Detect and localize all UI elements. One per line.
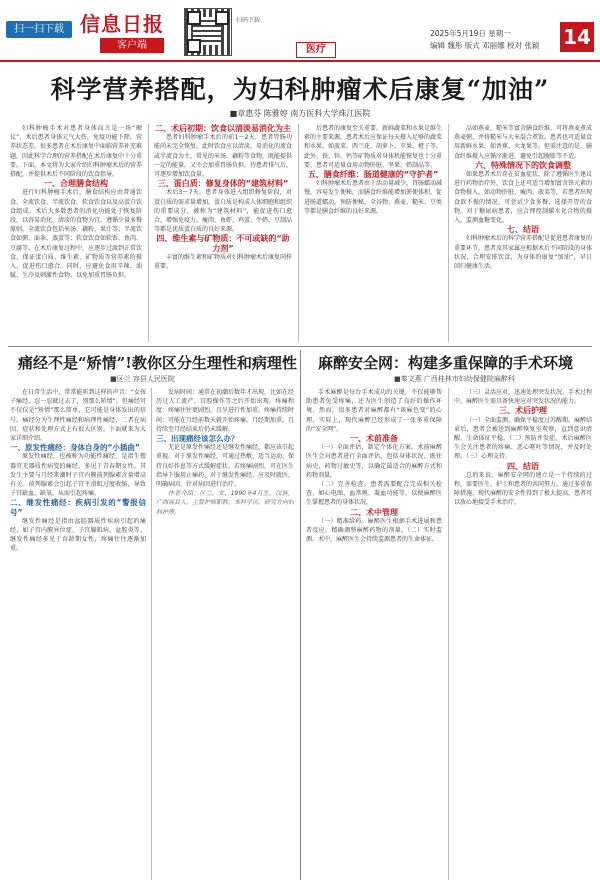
subheading: 五、膳食纤维：肠道健康的“守护者” <box>307 170 439 180</box>
right-article-column-1 <box>306 388 442 880</box>
paragraph: 妇科肿瘤手术对患者身体而言是一场“硬仗”，术后患者身体元气大伤，免疫功能下降，营养状态差，很多患者在术后康复中面临营养补充难题，因此科学合理的营养搭配在术后康复中十分重要。下面，本文将为大家介绍妇科肿瘤术后的营养搭配，并提供术后不同阶段的饮食指导。 <box>10 125 142 179</box>
subheading: 一、术前准备 <box>350 434 398 444</box>
issue-date: 2025年5月19日 星期一 <box>430 29 511 38</box>
paragraph: 患者妇科肿瘤手术后的前1～2天，患者胃肠功能尚未完全恢复，此时饮食应以清淡、易消化的流食或半流食为主，常见的米汤、藕粉等食物，既能提供一定的能量，又不会加重胃肠负担，待患者排气后，可逐步增加饮食量。 <box>154 134 292 179</box>
subheading: 二、术中管理 <box>350 507 398 517</box>
subheading: 三、蛋白质：修复身体的“建筑材料” <box>157 179 289 189</box>
newspaper-logo: 信息日报 <box>80 12 164 36</box>
top-article-column-4 <box>454 124 592 342</box>
left-article-column-2 <box>156 388 294 880</box>
scan-download-button[interactable]: 扫一扫下载 <box>6 21 72 38</box>
paragraph: 后患者的康复至关重要。新鲜蔬菜和水果是维生素的主要来源，患者术后应保证每天摄入足够的蔬菜和水果，如菠菜、西兰花、胡萝卜、苹果、橙子等。此外，铁、锌、钙等矿物质对身体机能恢复也十分重要，患者可适量食用动物肝脏、坚果、奶制品等。 <box>304 125 442 169</box>
column-divider <box>298 124 299 342</box>
qr-code-icon[interactable] <box>184 8 232 56</box>
column-divider <box>448 124 449 342</box>
page-number: 14 <box>560 22 594 52</box>
paragraph: 妇科肿瘤术后患者由于活动量减少，胃肠蠕动减慢，容易发生便秘。而膳食纤维能增加粪便体积，促进肠道蠕动，预防便秘。全谷物、燕麦、糙米、豆类等都是膳食纤维的良好来源。 <box>304 180 442 215</box>
paragraph: 发病时间：通常在初潮后数年才出现，比如在经历过人工流产、宫腔操作等之后开始出现。疼痛程度：疼痛往往更剧烈，且呈进行性加重。疼痛持续时间：可能在月经前数天就开始疼痛，月经期加重，且持续至月经结束后仍未缓解。 <box>156 389 294 433</box>
paragraph: 丰富的维生素和矿物质对妇科肿瘤术后康复同样重要。 <box>154 253 292 271</box>
section-label: 医疗 <box>296 42 336 58</box>
subheading: 四、结语 <box>507 461 539 471</box>
column-divider <box>148 124 149 342</box>
paragraph: 手术麻醉是每台手术成功的关键，不仅能够帮助患者免受疼痛，还为医生创造了良好的操作环境。然而，很多患者对麻醉都有“谈麻色变”的心理。实际上，现代麻醉已经形成了一张多重保障的“安全网”。 <box>306 389 442 433</box>
paragraph: （一）全面监测，确保平稳度过苏醒期。麻醉结束后，患者会被送到麻醉恢复室观察，直到意识清醒、生命体征平稳。（二）预防并发症。术后麻醉医生会关注患者的疼痛、恶心呕吐等情况，并及时处理。（三）心理支持。 <box>454 416 592 461</box>
top-article-byline: ■章惠芬 陈雅婷 南方医科大学珠江医院 <box>229 109 371 118</box>
editors-line: 编辑 魏彤 版式 邓丽娜 校对 张颖 <box>430 41 540 50</box>
paragraph: （一）全面评估，制定个体化方案。术前麻醉医生会对患者进行全面评估，包括身体状况、既往病史、药物过敏史等，以确定最适合的麻醉方式和药物剂量。 <box>306 444 442 479</box>
subheading: 三、术后护理 <box>499 406 547 416</box>
subheading: 四、维生素与矿物质：不可或缺的“助力剂” <box>156 234 290 253</box>
subheading: 六、特殊情况下的饮食调整 <box>475 160 571 170</box>
subheading: 二、继发性痛经：疾病引发的“警报信号” <box>10 498 146 517</box>
paragraph: 品如燕麦、糙米等富含膳食纤维，可将燕麦煮成燕麦粥，并将糙米与大米混合煮饭。患者也可适量食用新鲜水果，如香蕉、火龙果等。但需注意的是，膳食纤维摄入应循序渐进，避免引起腹胀等不适。 <box>454 125 592 160</box>
right-article-title: 麻醉安全网：构建多重保障的手术环境 <box>318 354 574 372</box>
paragraph: （一）精准给药。麻醉医生根据手术进展和患者反应，精确调整麻醉药物的剂量。（二）实时监测。术中，麻醉医生会持续监测患者的生命体征。 <box>306 517 442 544</box>
column-divider <box>448 388 449 880</box>
right-article-byline: ■秦文燕 广西桂林市妇幼保健院麻醉科 <box>394 375 515 383</box>
right-article-column-2 <box>454 388 592 880</box>
top-article-column-2 <box>154 124 292 342</box>
top-article-column-1 <box>10 124 142 342</box>
paragraph: （三）灵活应对，迅速处理突发状况。手术过程中，麻醉医生需具备快速应对突发状况的能力。 <box>454 389 592 406</box>
header-rule <box>0 60 600 62</box>
author-note: 作者介绍：区兰，女，1990年4月生，汉族，广西容县人，主管护师职称，本科学历，研究方向妇科护理。 <box>156 490 294 516</box>
paragraph: 原发性痛经，也被称为功能性痛经，是指生殖器官无器质性病变的痛经，多见于青春期女性。其发生主要与月经来潮时子宫内膜前列腺素含量增高有关。前列腺素会引起子宫平滑肌过度收缩，导致子宫缺血、缺氧，从而引起疼痛。 <box>10 453 146 498</box>
article-divider <box>300 350 301 880</box>
paragraph: 妇科肿瘤术后的科学营养搭配是促进患者康复的重要环节。患者及其家属应根据术后不同阶段的身体状况，合理安排饮食，为身体的康复“加油”，早日回归健康生活。 <box>454 235 592 271</box>
page-header <box>0 0 600 62</box>
paragraph: 继发性痛经是指由盆腔器质性疾病引起的痛经，如子宫内膜异位症、子宫腺肌病、盆腔炎等。继发性痛经多见于育龄期女性，疼痛往往逐渐加重。 <box>10 517 146 553</box>
qr-caption: 扫码下载 <box>236 17 261 24</box>
paragraph: 无论是原发性痛经还是继发性痛经，都应该引起重视。对于原发性痛经，可通过热敷、适当运动、保持良好作息等方式缓解症状。若疼痛剧烈，可在医生指导下服用止痛药。对于继发性痛经，应及时就医，明确病因，针对病因进行治疗。 <box>156 444 294 489</box>
top-article-title: 科学营养搭配，为妇科肿瘤术后康复“加油” <box>50 75 550 104</box>
subheading: 一、原发性痛经：身体自身的“小插曲” <box>10 443 140 453</box>
left-article-title: 痛经不是“矫情”!教你区分生理性和病理性 <box>18 354 297 372</box>
paragraph: （二）完善检查。患者需要配合完成相关检查，如心电图、血常规、凝血功能等，以便麻醉医生掌握患者的身体状况。 <box>306 481 442 507</box>
subheading: 三、出现痛经该怎么办？ <box>156 434 239 444</box>
left-article-column-1 <box>10 388 146 880</box>
paragraph: 进行妇科肿瘤手术后，膳食结构应由普通饮食、全流饮食、半流饮食、软食饮食以及高蛋白饮食组成。术后大多数患者的消化功能处于恢复阶段，以容易消化、清淡的食物为宜，遵循少量多餐原则。全流饮食包括米汤、藕粉、果汁等；半流饮食如粥、面条、蒸蛋等；软食饮食如软饭、鱼肉、豆腐等。在术后康复过程中，应逐步过渡到正常饮食，保证蛋白质、维生素、矿物质等营养素的摄入，促进伤口愈合。同时，应避免食用辛辣、油腻、生冷及刺激性食物，以免加重胃肠负担。 <box>10 189 142 280</box>
paragraph: 如果患者术后存在贫血症状，除了遵循医生建议进行药物治疗外，饮食上还可适当增加富含铁元素的食物摄入，如动物肝脏、瘦肉、菠菜等。若患者出现食欲不振的情况，可尝试少食多餐，选择开胃的食物。对于糖尿病患者，应合理控制碳水化合物的摄入，监测血糖变化。 <box>454 171 592 225</box>
left-article-byline: ■区兰 容县人民医院 <box>110 375 175 383</box>
subheading: 二、术后初期：饮食以清淡易消化为主 <box>155 124 291 133</box>
subheading: 七、结语 <box>507 225 539 235</box>
paragraph: 总的来说，麻醉安全网的建立是一个持续的过程，需要医生、护士和患者的共同努力。通过多重保障措施，现代麻醉的安全性得到了极大提高，患者可以放心地接受手术治疗。 <box>454 471 592 507</box>
client-label[interactable]: 客户端 <box>100 38 164 53</box>
subheading: 一、合理膳食结构 <box>44 179 108 189</box>
column-divider <box>151 388 152 880</box>
section-divider <box>8 346 592 347</box>
top-article-column-3 <box>304 124 442 342</box>
paragraph: 在日常生活中，常常能听到这样的声音：“女孩子痛经，忍一忍就过去了，别那么矫情”。但痛经可不仅仅是“矫情”那么简单，它可能是身体发出的信号。痛经分为生理性痛经和病理性痛经，二者在病因、症状和处理方式上有很大区别。下面就来为大家详细介绍。 <box>10 389 146 443</box>
paragraph: 术后3～7天，患者身体进入组织修复阶段，对蛋白质的需求量增加。蛋白质是构成人体细胞和组织的重要成分，被称为“建筑材料”，能促进伤口愈合，增强免疫力。瘦肉、鱼虾、鸡蛋、牛奶、豆制品等都是优质蛋白质的良好来源。 <box>154 189 292 234</box>
